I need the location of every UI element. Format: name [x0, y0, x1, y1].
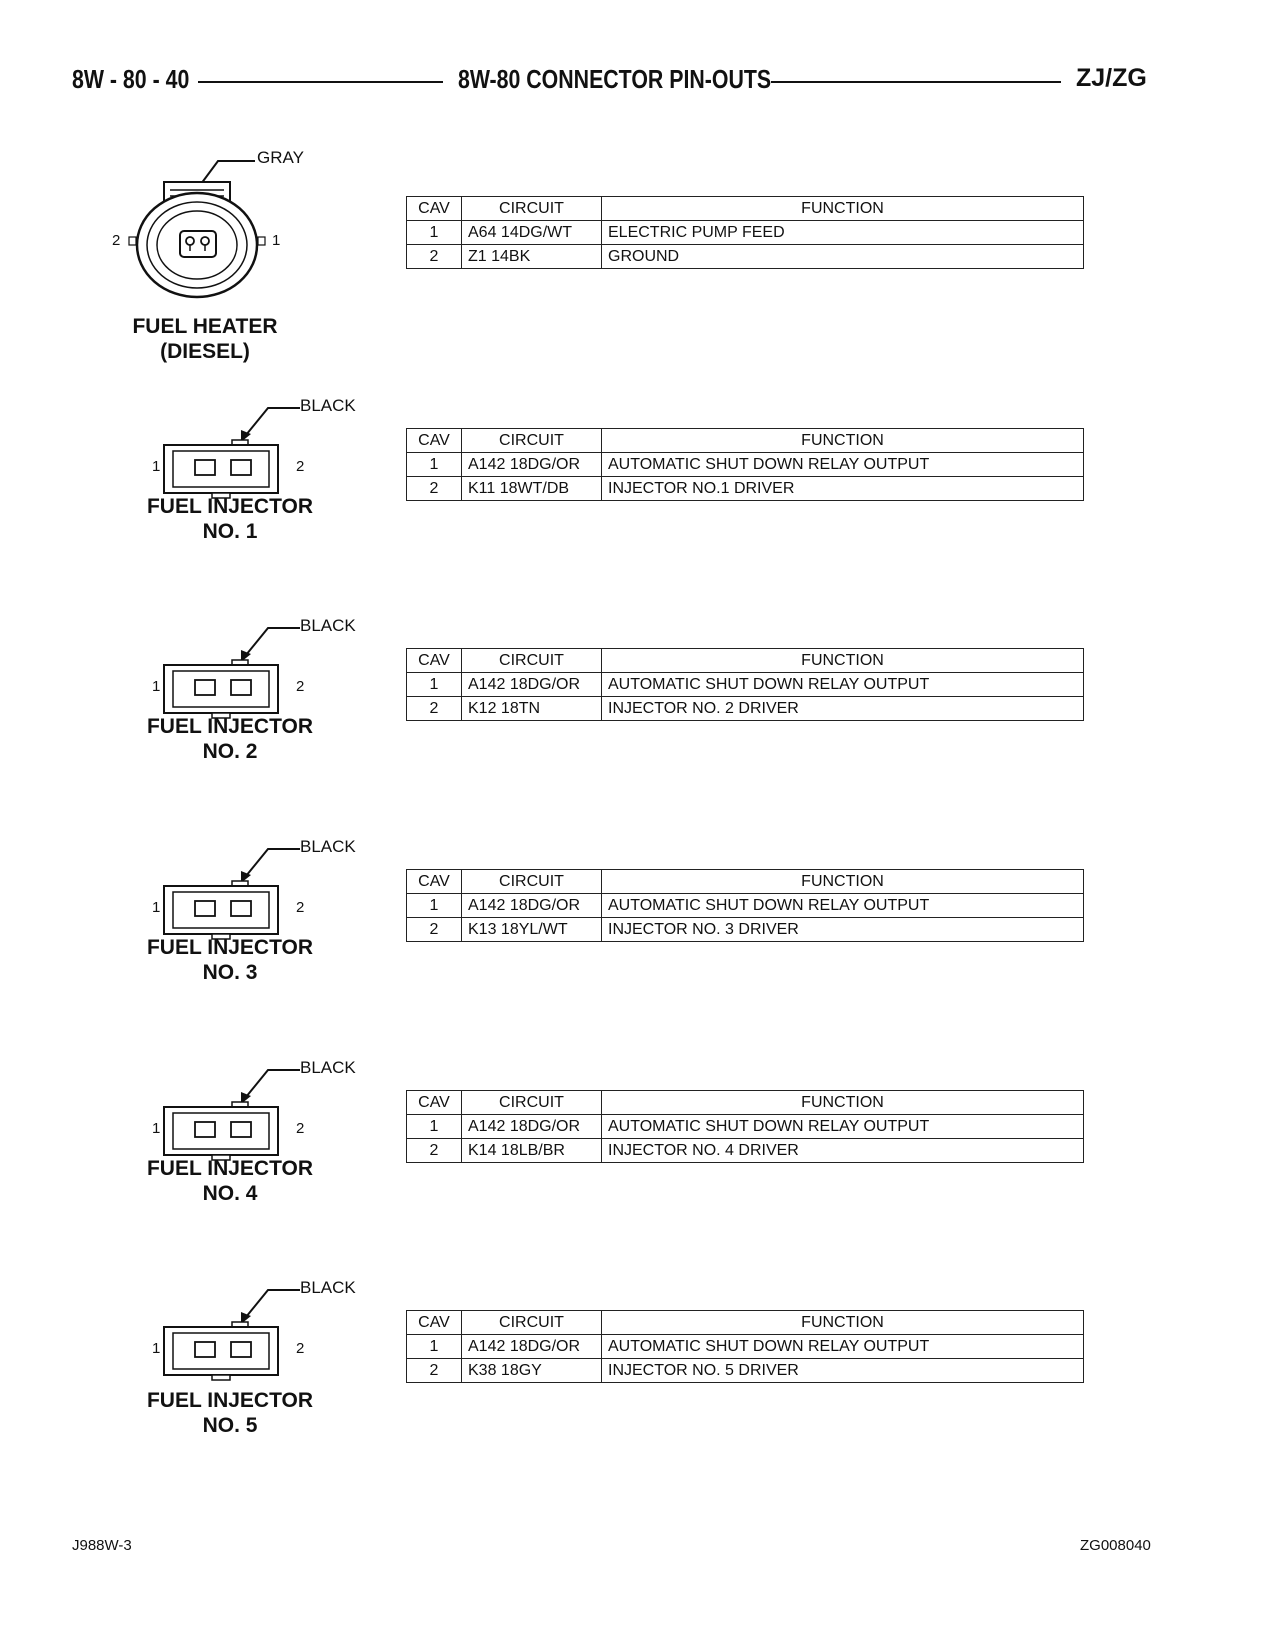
table-row — [407, 918, 1084, 942]
connector-name-line1: FUEL INJECTOR — [146, 1389, 314, 1412]
pin-label-right: 2 — [296, 1340, 305, 1357]
pinout-table — [406, 869, 1084, 942]
page-number: 8W - 80 - 40 — [72, 64, 190, 94]
connector-name — [130, 1156, 330, 1206]
table-header-row — [407, 429, 1084, 453]
figure-id-left: J988W-3 — [72, 1537, 132, 1554]
pin-label-right: 1 — [272, 232, 281, 249]
function-cell: ELECTRIC PUMP FEED — [602, 221, 1084, 245]
connector-name-line2: NO. 1 — [202, 520, 258, 543]
cav-cell: 2 — [407, 477, 462, 501]
connector-color: BLACK — [300, 616, 356, 635]
connector-name — [130, 494, 330, 544]
connector-color: GRAY — [257, 148, 304, 167]
connector-name-line2: NO. 4 — [202, 1182, 258, 1205]
pin-label-left: 1 — [152, 1120, 161, 1137]
connector-name — [130, 1388, 330, 1438]
page-title: 8W-80 CONNECTOR PIN-OUTS — [458, 64, 772, 94]
col-header-circuit: CIRCUIT — [462, 429, 602, 453]
connector-color: BLACK — [300, 837, 356, 856]
function-cell: AUTOMATIC SHUT DOWN RELAY OUTPUT — [602, 1115, 1084, 1139]
pinout-table — [406, 1310, 1084, 1383]
col-header-function: FUNCTION — [602, 649, 1084, 673]
function-cell: INJECTOR NO. 3 DRIVER — [602, 918, 1084, 942]
table-row — [407, 477, 1084, 501]
function-cell: INJECTOR NO. 5 DRIVER — [602, 1359, 1084, 1383]
cav-cell: 1 — [407, 221, 462, 245]
cav-cell: 1 — [407, 1115, 462, 1139]
pin-label-right: 2 — [296, 1120, 305, 1137]
cav-cell: 1 — [407, 1335, 462, 1359]
circuit-cell: K11 18WT/DB — [462, 477, 602, 501]
header-rule-left — [198, 81, 443, 83]
connector-name-line2: (DIESEL) — [160, 340, 250, 363]
function-cell: AUTOMATIC SHUT DOWN RELAY OUTPUT — [602, 1335, 1084, 1359]
table-header-row — [407, 1091, 1084, 1115]
connector-color: BLACK — [300, 1058, 356, 1077]
table-row — [407, 221, 1084, 245]
pin-label-left: 1 — [152, 678, 161, 695]
function-cell: AUTOMATIC SHUT DOWN RELAY OUTPUT — [602, 453, 1084, 477]
connector-name-line1: FUEL INJECTOR — [146, 936, 314, 959]
pin-label-left: 1 — [152, 899, 161, 916]
circuit-cell: A142 18DG/OR — [462, 894, 602, 918]
col-header-cav: CAV — [407, 649, 462, 673]
table-row — [407, 1335, 1084, 1359]
circuit-cell: A142 18DG/OR — [462, 453, 602, 477]
col-header-circuit: CIRCUIT — [462, 1091, 602, 1115]
circuit-cell: A142 18DG/OR — [462, 673, 602, 697]
table-row — [407, 1115, 1084, 1139]
col-header-circuit: CIRCUIT — [462, 649, 602, 673]
circuit-cell: K13 18YL/WT — [462, 918, 602, 942]
connector-color: BLACK — [300, 396, 356, 415]
col-header-circuit: CIRCUIT — [462, 197, 602, 221]
function-cell: AUTOMATIC SHUT DOWN RELAY OUTPUT — [602, 673, 1084, 697]
cav-cell: 2 — [407, 697, 462, 721]
circuit-cell: A142 18DG/OR — [462, 1335, 602, 1359]
pin-label-right: 2 — [296, 458, 305, 475]
table-row — [407, 673, 1084, 697]
cav-cell: 2 — [407, 1359, 462, 1383]
pinout-table — [406, 428, 1084, 501]
table-header-row — [407, 197, 1084, 221]
cav-cell: 2 — [407, 245, 462, 269]
pin-label-left: 1 — [152, 458, 161, 475]
table-header-row — [407, 649, 1084, 673]
col-header-circuit: CIRCUIT — [462, 870, 602, 894]
header-rule-right — [771, 81, 1061, 83]
pin-label-left: 1 — [152, 1340, 161, 1357]
function-cell: INJECTOR NO.1 DRIVER — [602, 477, 1084, 501]
table-row — [407, 894, 1084, 918]
table-row — [407, 1139, 1084, 1163]
circuit-cell: K14 18LB/BR — [462, 1139, 602, 1163]
pinout-table — [406, 1090, 1084, 1163]
connector-name-line2: NO. 3 — [202, 961, 258, 984]
connector-name-line1: FUEL INJECTOR — [146, 495, 314, 518]
circuit-cell: Z1 14BK — [462, 245, 602, 269]
table-row — [407, 453, 1084, 477]
circuit-cell: A64 14DG/WT — [462, 221, 602, 245]
pin-label-right: 2 — [296, 899, 305, 916]
figure-id-right: ZG008040 — [1080, 1537, 1151, 1554]
col-header-function: FUNCTION — [602, 197, 1084, 221]
circuit-cell: A142 18DG/OR — [462, 1115, 602, 1139]
connector-name-line1: FUEL HEATER — [132, 315, 278, 338]
function-cell: INJECTOR NO. 4 DRIVER — [602, 1139, 1084, 1163]
cav-cell: 1 — [407, 453, 462, 477]
circuit-cell: K12 18TN — [462, 697, 602, 721]
table-header-row — [407, 870, 1084, 894]
circuit-cell: K38 18GY — [462, 1359, 602, 1383]
connector-name — [105, 314, 305, 364]
connector-name-line2: NO. 5 — [202, 1414, 258, 1437]
table-row — [407, 245, 1084, 269]
function-cell: AUTOMATIC SHUT DOWN RELAY OUTPUT — [602, 894, 1084, 918]
pin-label-left: 2 — [112, 232, 121, 249]
table-row — [407, 1359, 1084, 1383]
injector-connector-icon — [0, 1280, 380, 1400]
connector-name-line2: NO. 2 — [202, 740, 258, 763]
model-code: ZJ/ZG — [1076, 64, 1147, 92]
connector-name — [130, 714, 330, 764]
cav-cell: 1 — [407, 673, 462, 697]
col-header-cav: CAV — [407, 197, 462, 221]
connector-name-line1: FUEL INJECTOR — [146, 715, 314, 738]
col-header-cav: CAV — [407, 429, 462, 453]
table-row — [407, 697, 1084, 721]
col-header-cav: CAV — [407, 870, 462, 894]
cav-cell: 2 — [407, 1139, 462, 1163]
col-header-cav: CAV — [407, 1311, 462, 1335]
connector-name-line1: FUEL INJECTOR — [146, 1157, 314, 1180]
function-cell: GROUND — [602, 245, 1084, 269]
cav-cell: 1 — [407, 894, 462, 918]
col-header-cav: CAV — [407, 1091, 462, 1115]
connector-color: BLACK — [300, 1278, 356, 1297]
col-header-circuit: CIRCUIT — [462, 1311, 602, 1335]
function-cell: INJECTOR NO. 2 DRIVER — [602, 697, 1084, 721]
connector-name — [130, 935, 330, 985]
col-header-function: FUNCTION — [602, 1091, 1084, 1115]
pinout-table — [406, 648, 1084, 721]
col-header-function: FUNCTION — [602, 1311, 1084, 1335]
cav-cell: 2 — [407, 918, 462, 942]
pinout-table — [406, 196, 1084, 269]
table-header-row — [407, 1311, 1084, 1335]
pin-label-right: 2 — [296, 678, 305, 695]
col-header-function: FUNCTION — [602, 429, 1084, 453]
col-header-function: FUNCTION — [602, 870, 1084, 894]
